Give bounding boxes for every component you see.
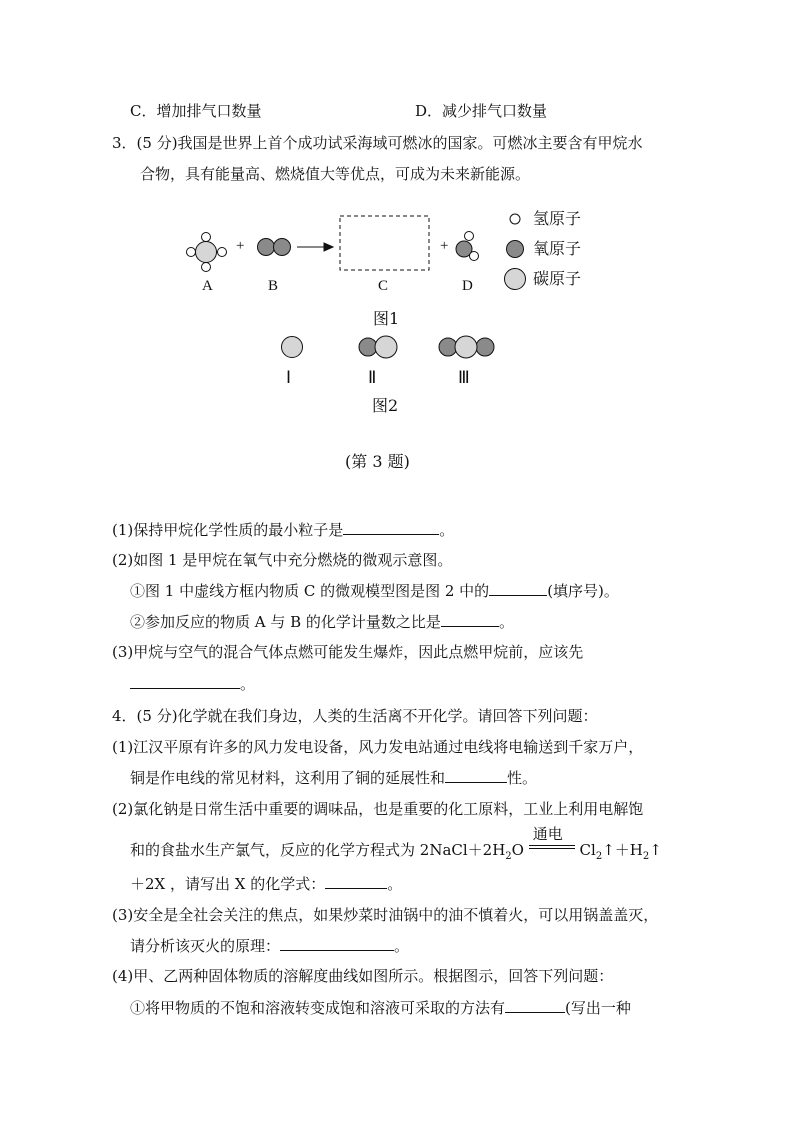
answer-blank[interactable] bbox=[130, 673, 240, 689]
reaction-condition: 通电 bbox=[529, 835, 575, 855]
answer-blank[interactable] bbox=[325, 873, 387, 889]
molecule-d-water bbox=[456, 232, 479, 261]
q4-stem: 4．(5 分)化学就在我们身边，人类的生活离不开化学。请回答下列问题： bbox=[112, 707, 598, 725]
answer-blank[interactable] bbox=[280, 935, 394, 951]
q3-part2-2: ②参加反应的物质 A 与 B 的化学计量数之比是 。 bbox=[130, 613, 514, 631]
q4-part4-1: ①将甲物质的不饱和溶液转变成饱和溶液可采取的方法有 (写出一种 bbox=[130, 999, 631, 1017]
fig2-model-3 bbox=[439, 336, 494, 358]
label-a: A bbox=[202, 278, 213, 294]
hydrogen-atom bbox=[202, 233, 211, 242]
q3-part1: (1)保持甲烷化学性质的最小粒子是 。 bbox=[112, 521, 455, 539]
oxygen-atom bbox=[258, 239, 275, 256]
legend-carbon-icon bbox=[505, 269, 526, 290]
hydrogen-atom bbox=[465, 232, 474, 241]
legend-carbon: 碳原子 bbox=[533, 269, 582, 288]
q4-part2-line1: (2)氯化钠是日常生活中重要的调味品，也是重要的化工原料，工业上利用电解饱 bbox=[112, 800, 644, 818]
arrow-head bbox=[324, 243, 333, 251]
q3-figure bbox=[0, 0, 794, 420]
molecule-b-oxygen bbox=[258, 239, 291, 256]
fig2-model-2 bbox=[359, 336, 397, 358]
answer-blank[interactable] bbox=[445, 767, 507, 783]
q3-part2-1: ①图 1 中虚线方框内物质 C 的微观模型图是图 2 中的 (填序号)。 bbox=[130, 582, 619, 600]
hydrogen-atom bbox=[218, 248, 227, 257]
q3-stem-line1: 3．(5 分)我国是世界上首个成功试采海域可燃冰的国家。可燃冰主要含有甲烷水 bbox=[112, 134, 643, 152]
answer-blank[interactable] bbox=[441, 611, 499, 627]
plus-sign: + bbox=[236, 238, 245, 254]
fig2-model-1 bbox=[282, 337, 303, 358]
q4-part3-line1: (3)安全是全社会关注的焦点，如果炒菜时油锅中的油不慎着火，可以用锅盖盖灭， bbox=[112, 906, 659, 924]
oxygen-atom bbox=[274, 239, 291, 256]
option-d: D．减少排气口数量 bbox=[415, 102, 548, 120]
plus-sign: + bbox=[440, 238, 449, 254]
hydrogen-atom bbox=[187, 248, 196, 257]
hydrogen-atom bbox=[470, 252, 479, 261]
carbon-atom bbox=[196, 242, 217, 263]
q3-stem-line2: 合物，具有能量高、燃烧值大等优点，可成为未来新能源。 bbox=[140, 165, 531, 183]
hydrogen-atom bbox=[202, 263, 211, 272]
q4-part2-line3: ＋2X ，请写出 X 的化学式： 。 bbox=[130, 875, 403, 893]
fig2-label-1: Ⅰ bbox=[286, 368, 292, 387]
q3-part3-answer: 。 bbox=[130, 673, 255, 694]
option-c: C．增加排气口数量 bbox=[130, 102, 262, 120]
q3-part2: (2)如图 1 是甲烷在氧气中充分燃烧的微观示意图。 bbox=[112, 551, 453, 569]
legend-oxygen-icon bbox=[507, 241, 524, 258]
dashed-box-c bbox=[340, 216, 429, 270]
answer-blank[interactable] bbox=[505, 997, 565, 1013]
q3-part3: (3)甲烷与空气的混合气体点燃可能发生爆炸，因此点燃甲烷前，应该先 bbox=[112, 643, 584, 661]
legend-hydrogen-icon bbox=[510, 214, 520, 224]
q4-part1-line1: (1)江汉平原有许多的风力发电设备，风力发电站通过电线将电输送到千家万户， bbox=[112, 738, 644, 756]
fig2-caption: 图2 bbox=[372, 396, 399, 415]
q4-part3-line2: 请分析该灭火的原理： 。 bbox=[130, 937, 410, 955]
label-c: C bbox=[378, 278, 389, 294]
q4-part4: (4)甲、乙两种固体物质的溶解度曲线如图所示。根据图示，回答下列问题： bbox=[112, 967, 614, 985]
label-b: B bbox=[268, 278, 279, 294]
q4-part1-line2: 铜是作电线的常见材料，这利用了铜的延展性和 性。 bbox=[130, 769, 538, 787]
answer-blank[interactable] bbox=[489, 580, 547, 596]
label-d: D bbox=[462, 278, 473, 294]
answer-blank[interactable] bbox=[343, 519, 439, 535]
legend-hydrogen: 氢原子 bbox=[533, 209, 582, 228]
fig2-label-3: Ⅲ bbox=[458, 368, 470, 387]
question-caption: (第 3 题) bbox=[345, 452, 410, 471]
legend-oxygen: 氧原子 bbox=[533, 239, 582, 258]
molecule-a-methane bbox=[187, 233, 227, 272]
fig1-caption: 图1 bbox=[373, 309, 400, 328]
q4-part2-equation: 和的食盐水生产氯气，反应的化学方程式为 $2NaCl+2H_2O$ 通电 $Cl_2↑+H_2↑$ bbox=[130, 825, 662, 862]
fig2-label-2: Ⅱ bbox=[368, 368, 377, 387]
